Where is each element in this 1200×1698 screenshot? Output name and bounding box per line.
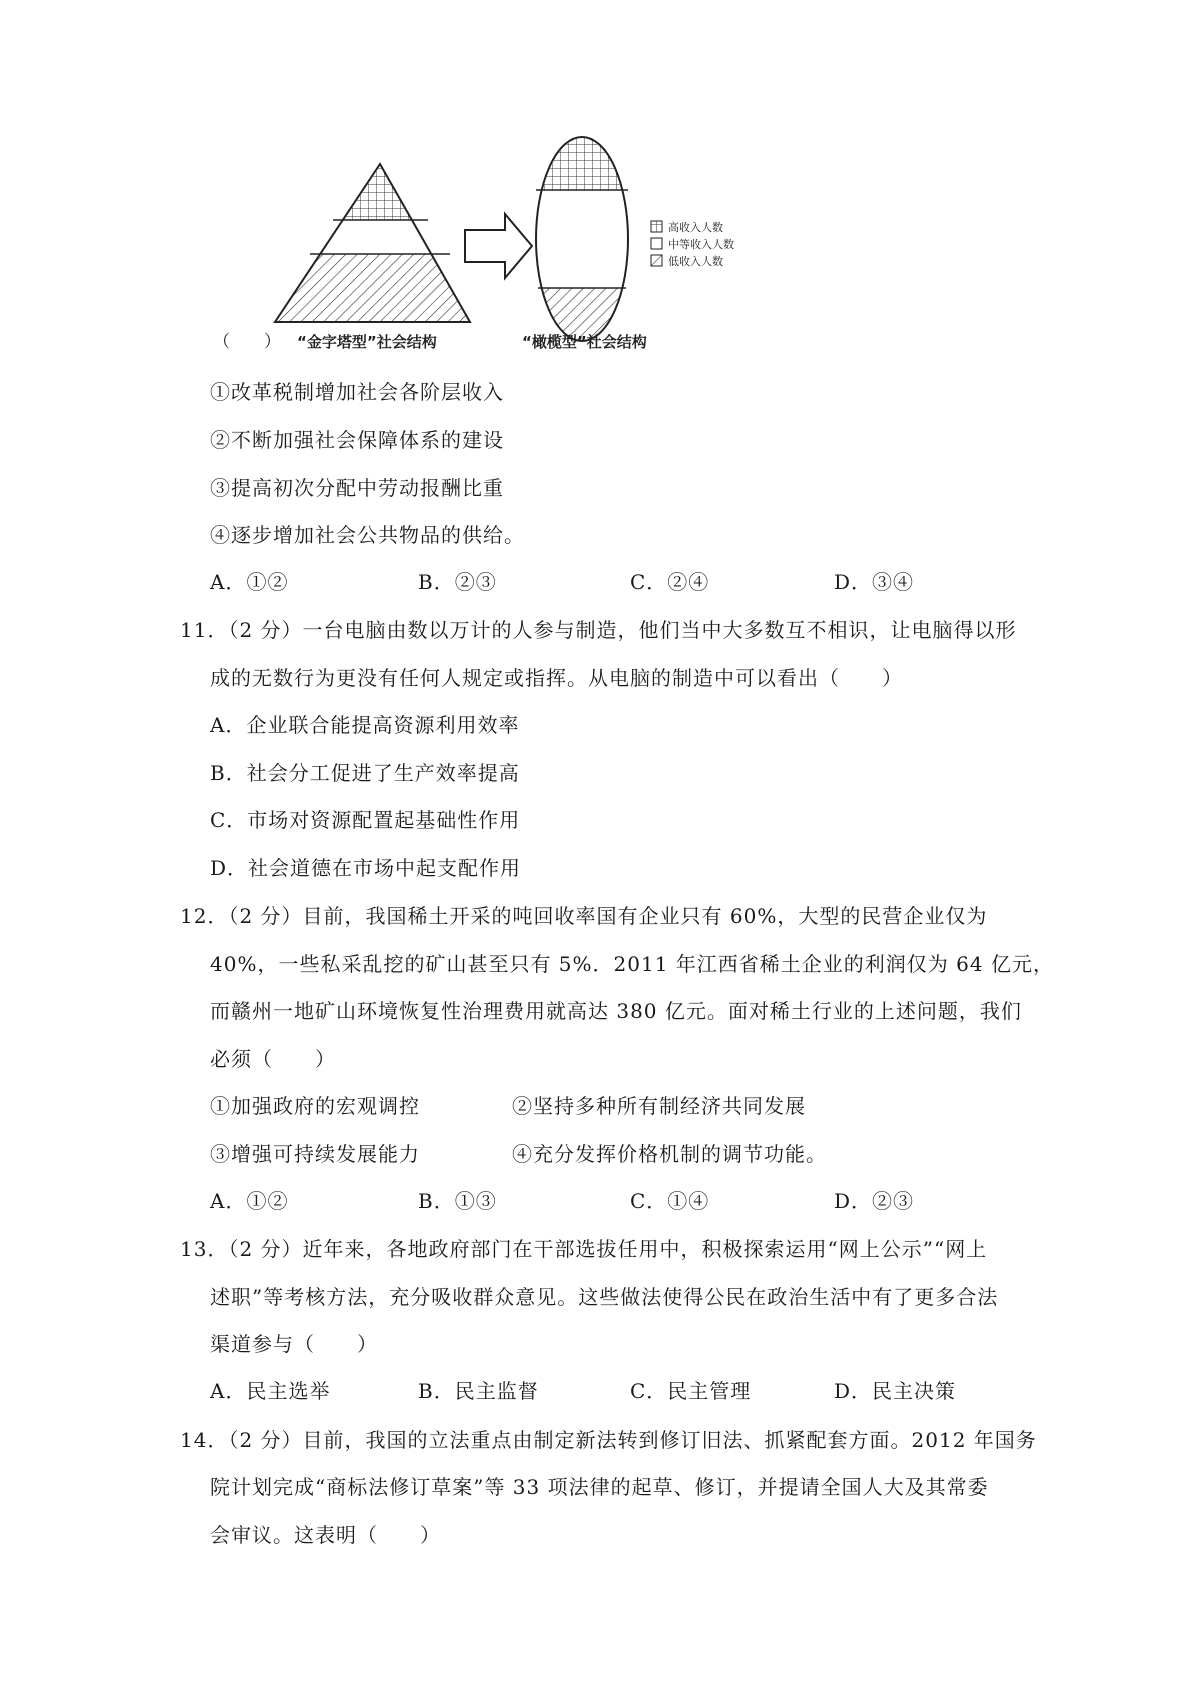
q10-option-c[interactable]: C．②④ (630, 570, 710, 594)
legend-label-middle: 中等收入人数 (668, 238, 734, 251)
legend-swatch-high (651, 221, 662, 232)
legend-swatch-middle (651, 238, 662, 249)
pyramid-high-income-band (260, 164, 500, 220)
q12-stem-line-4: 必须（ ） (210, 1047, 336, 1071)
q12-option-d[interactable]: D．②③ (834, 1189, 915, 1213)
q10-option-b[interactable]: B．②③ (418, 570, 497, 594)
q12-stem-line-3: 而赣州一地矿山环境恢复性治理费用就高达 380 亿元。面对稀土行业的上述问题，我们 (210, 999, 1022, 1023)
q11-stem-line-2: 成的无数行为更没有任何人规定或指挥。从电脑的制造中可以看出（ ） (210, 666, 903, 690)
q14-stem-line-2: 院计划完成“商标法修订草案”等 33 项法律的起草、修订，并提请全国人大及其常委 (210, 1475, 989, 1499)
olive-caption: “橄榄型”社会结构 (522, 333, 647, 351)
q13-option-a[interactable]: A．民主选举 (210, 1379, 331, 1403)
q11-option-b[interactable]: B．社会分工促进了生产效率提高 (210, 761, 520, 785)
q13-option-c[interactable]: C．民主管理 (630, 1379, 752, 1403)
olive-diagram (530, 134, 640, 348)
pyramid-caption: “金字塔型”社会结构 (297, 333, 437, 351)
social-structure-figure (0, 0, 1200, 360)
answer-bracket: （ ） (213, 332, 281, 352)
q10-item-3: ③提高初次分配中劳动报酬比重 (210, 476, 504, 500)
olive-high-income-band (530, 134, 640, 190)
q10-option-a[interactable]: A．①② (210, 570, 289, 594)
q12-item-3: ③增强可持续发展能力 (210, 1142, 420, 1166)
q12-item-1: ①加强政府的宏观调控 (210, 1094, 420, 1118)
q12-option-c[interactable]: C．①④ (630, 1189, 710, 1213)
q12-stem-line-1: 12．（2 分）目前，我国稀土开采的吨回收率国有企业只有 60%，大型的民营企业仅为 (180, 904, 988, 928)
q14-stem-line-3: 会审议。这表明（ ） (210, 1523, 441, 1547)
right-arrow-icon (465, 214, 532, 278)
q14-stem-line-1: 14．（2 分）目前，我国的立法重点由制定新法转到修订旧法、抓紧配套方面。2012 年国务 (180, 1428, 1037, 1452)
legend-label-high: 高收入人数 (668, 221, 723, 234)
q12-option-a[interactable]: A．①② (210, 1189, 289, 1213)
legend-swatch-low (651, 255, 662, 266)
q10-item-1: ①改革税制增加社会各阶层收入 (210, 380, 504, 404)
q13-stem-line-2: 述职”等考核方法，充分吸收群众意见。这些做法使得公民在政治生活中有了更多合法 (210, 1285, 999, 1309)
q11-option-c[interactable]: C．市场对资源配置起基础性作用 (210, 808, 521, 832)
legend-label-low: 低收入人数 (668, 255, 723, 268)
q10-item-2: ②不断加强社会保障体系的建设 (210, 428, 504, 452)
legend (651, 220, 734, 268)
q12-item-2: ②坚持多种所有制经济共同发展 (512, 1094, 806, 1118)
q13-option-b[interactable]: B．民主监督 (418, 1379, 539, 1403)
q13-stem-line-3: 渠道参与（ ） (210, 1332, 378, 1356)
q12-item-4: ④充分发挥价格机制的调节功能。 (512, 1142, 827, 1166)
q10-option-d[interactable]: D．③④ (834, 570, 915, 594)
q12-stem-line-2: 40%，一些私采乱挖的矿山甚至只有 5%．2011 年江西省稀土企业的利润仅为 64 亿元， (210, 952, 1054, 976)
q11-option-d[interactable]: D．社会道德在市场中起支配作用 (210, 856, 522, 880)
q12-option-b[interactable]: B．①③ (418, 1189, 497, 1213)
q11-option-a[interactable]: A．企业联合能提高资源利用效率 (210, 713, 520, 737)
q13-stem-line-1: 13．（2 分）近年来，各地政府部门在干部选拔任用中，积极探索运用“网上公示”“网上 (180, 1237, 988, 1261)
q11-stem-line-1: 11．（2 分）一台电脑由数以万计的人参与制造，他们当中大多数互不相识，让电脑得以形 (180, 618, 1017, 642)
q10-item-4: ④逐步增加社会公共物品的供给。 (210, 523, 525, 547)
q13-option-d[interactable]: D．民主决策 (834, 1379, 957, 1403)
